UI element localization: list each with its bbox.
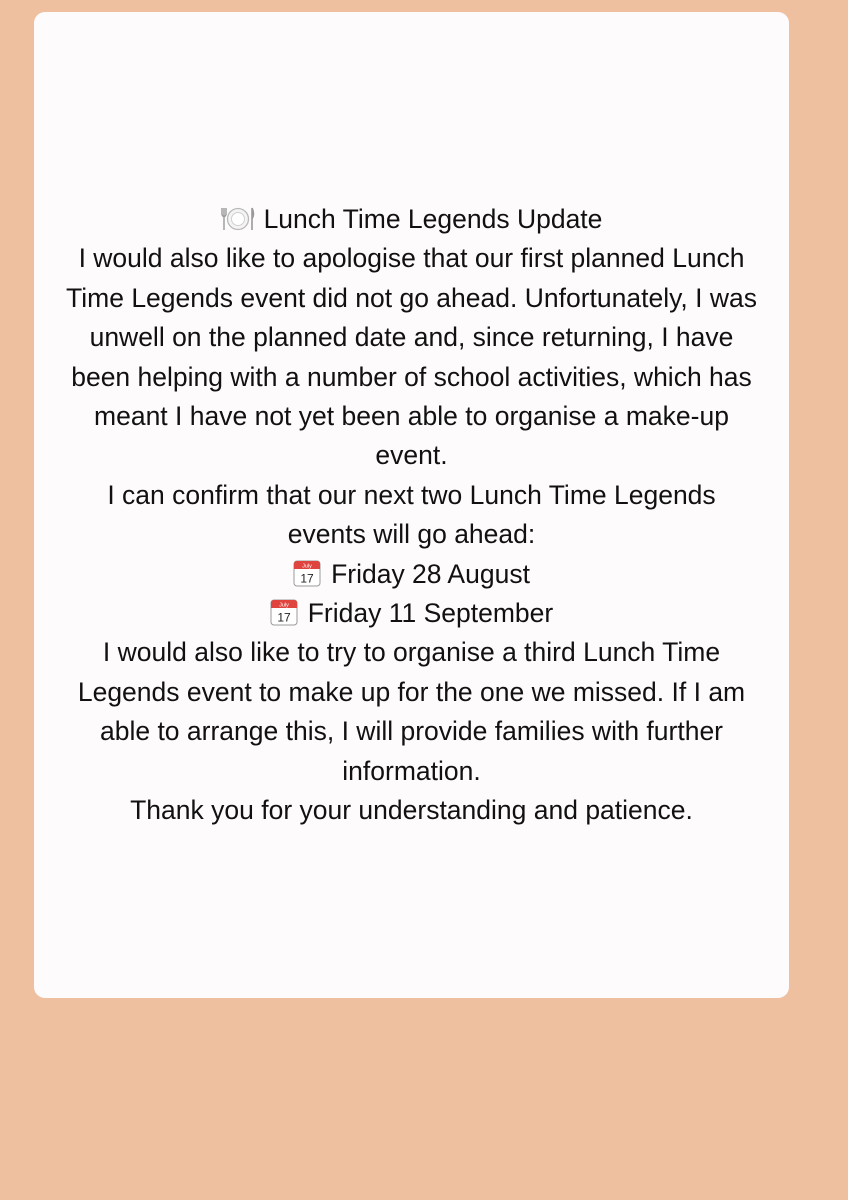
calendar-icon (293, 559, 321, 587)
calendar-icon-day: 17 (277, 610, 291, 625)
paragraph-1-line: event. (375, 440, 448, 471)
paragraph-3-line: I would also like to try to organise a third Lunch Time (102, 637, 721, 668)
date-label: Friday 28 August (331, 558, 530, 589)
closing-line: Thank you for your understanding and patience. (130, 795, 693, 826)
paragraph-1-line: meant I have not yet been able to organise a make-up (94, 401, 729, 432)
paragraph-1-line: been helping with a number of school activities, which has (71, 361, 752, 392)
date-label: Friday 11 September (307, 598, 554, 629)
paragraph-1-line: I would also like to apologise that our first planned Lunch (78, 243, 745, 274)
calendar-icon (270, 598, 298, 626)
paragraph-2-line: events will go ahead: (287, 519, 536, 550)
announcement-title (34, 200, 789, 239)
date-item-1 (34, 555, 789, 594)
fork-plate-knife-icon (221, 206, 255, 232)
date-item-2 (34, 594, 789, 633)
calendar-icon-month: July (278, 602, 289, 609)
paragraph-1-line: unwell on the planned date and, since returning, I have (89, 322, 734, 353)
paragraph-3-line: Legends event to make up for the one we missed. If I am (77, 676, 746, 707)
announcement-text (34, 200, 789, 831)
paragraph-2-line: I can confirm that our next two Lunch Time Legends (107, 479, 716, 510)
paragraph-3-line: information. (342, 755, 481, 786)
paragraph-3-line: able to arrange this, I will provide families with further (99, 716, 724, 747)
paragraph-1-line: Time Legends event did not go ahead. Unfortunately, I was (66, 282, 757, 313)
calendar-icon-day: 17 (300, 571, 314, 586)
announcement-card (34, 12, 789, 998)
calendar-icon-month: July (302, 563, 312, 570)
title-text: Lunch Time Legends Update (263, 204, 603, 234)
